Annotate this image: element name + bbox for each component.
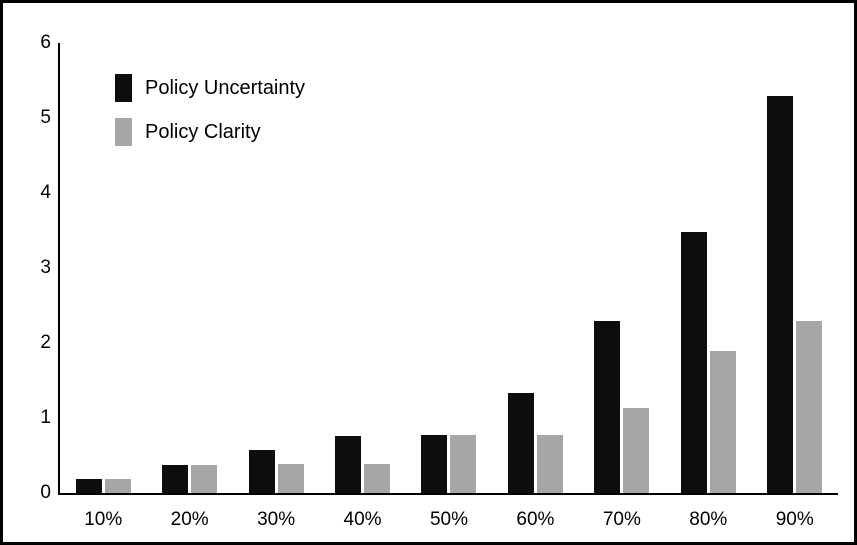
- bar-group: [406, 43, 492, 493]
- y-axis-tick-label: 6: [40, 32, 51, 53]
- bar: [681, 232, 707, 493]
- bar: [191, 465, 217, 494]
- bar: [278, 464, 304, 493]
- x-axis-tick-label: 80%: [689, 509, 728, 530]
- bar-group: [665, 43, 751, 493]
- bar: [508, 393, 534, 493]
- bar-group: [492, 43, 578, 493]
- bar: [76, 479, 102, 493]
- y-axis-tick-label: 3: [40, 257, 51, 278]
- y-axis-tick-label: 2: [40, 332, 51, 353]
- x-axis-line: [58, 493, 838, 495]
- bar: [767, 96, 793, 493]
- bar: [623, 408, 649, 494]
- bar: [710, 351, 736, 493]
- y-axis-tick-label: 5: [40, 107, 51, 128]
- bar: [450, 435, 476, 493]
- y-axis-tick-label: 4: [40, 182, 51, 203]
- legend-item: [115, 115, 305, 149]
- x-axis-tick-label: 60%: [516, 509, 555, 530]
- bar-group: [579, 43, 665, 493]
- bar: [594, 321, 620, 494]
- bar: [364, 464, 390, 493]
- chart-legend: [115, 71, 305, 159]
- legend-item-label: Policy Clarity: [145, 120, 261, 143]
- x-axis-tick-label: 30%: [257, 509, 296, 530]
- y-axis-tick-label: 1: [40, 407, 51, 428]
- x-axis-tick-label: 40%: [343, 509, 382, 530]
- legend-item: [115, 71, 305, 105]
- x-axis-tick-label: 90%: [775, 509, 814, 530]
- y-axis-tick-labels: [3, 3, 51, 545]
- bar-group: [319, 43, 405, 493]
- x-axis-tick-label: 70%: [602, 509, 641, 530]
- legend-swatch-icon: [115, 74, 132, 102]
- legend-item-label: Policy Uncertainty: [145, 76, 306, 99]
- x-axis-tick-label: 10%: [84, 509, 123, 530]
- bar: [796, 321, 822, 493]
- x-axis-tick-label: 50%: [429, 509, 468, 530]
- x-axis-tick-labels: [60, 503, 838, 543]
- bar: [421, 435, 447, 493]
- bar: [249, 450, 275, 493]
- y-axis-tick-label: 0: [40, 482, 51, 503]
- bar: [105, 479, 131, 493]
- bar-group: [752, 43, 838, 493]
- x-axis-tick-label: 20%: [170, 509, 209, 530]
- legend-swatch-icon: [115, 118, 132, 146]
- bar: [537, 435, 563, 494]
- bar: [335, 436, 361, 493]
- bar: [162, 465, 188, 494]
